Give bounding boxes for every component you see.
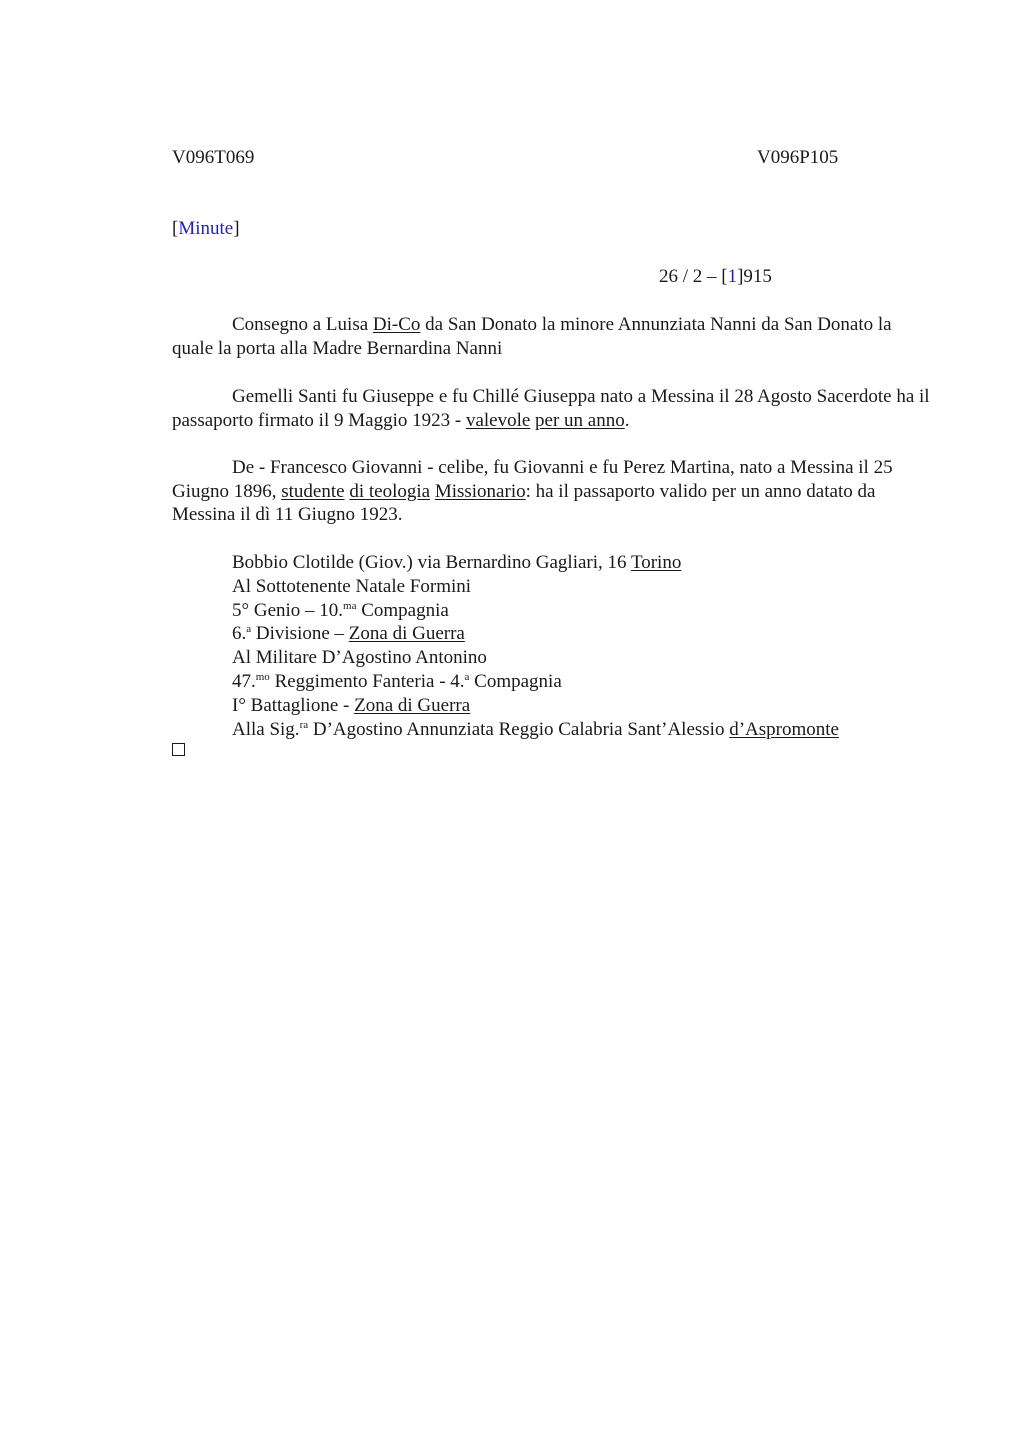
header-right-code: V096P105 xyxy=(757,147,839,168)
address-line-1-text: Bobbio Clotilde (Giov.) via Bernardino Gagliari, 16 xyxy=(232,552,631,573)
address-line-4-sup: a xyxy=(246,623,252,636)
p3-text-4: : ha il passaporto valido per un anno datato da Messina il dì 11 Giugno 1923. xyxy=(172,480,876,525)
p1-underline-1: Di-Co xyxy=(372,314,421,335)
address-line-8-a: Alla Sig. xyxy=(232,718,300,740)
address-line-2 xyxy=(232,575,839,599)
address-line-8 xyxy=(232,718,839,742)
p1-text-2: da San Donato la minore Annunziata Nanni da San Donato la quale la porta alla Madre Bernardina Nanni xyxy=(172,314,892,359)
address-line-3 xyxy=(232,599,839,623)
address-line-6-b: Reggimento Fanteria - 4. xyxy=(269,670,465,692)
section-label-text: Minute xyxy=(178,218,234,239)
address-list xyxy=(232,551,839,741)
address-line-6-sup: mo xyxy=(255,670,270,683)
address-line-8-sup: ra xyxy=(299,718,309,731)
address-line-3-sup: ma xyxy=(343,599,357,612)
p3-underline-1: studente xyxy=(281,480,345,502)
address-line-7-a: I° Battaglione - xyxy=(232,694,355,716)
p3-underline-3: Missionario xyxy=(434,480,526,502)
address-line-1 xyxy=(232,551,839,575)
address-line-4-a: 6. xyxy=(232,623,247,645)
address-line-5 xyxy=(232,646,839,670)
p1-text-1: Consegno a Luisa xyxy=(232,314,373,335)
paragraph-de-francesco xyxy=(172,456,932,527)
address-line-4-b: Divisione – xyxy=(251,623,349,645)
address-line-1-city: Torino xyxy=(630,552,682,573)
address-line-6 xyxy=(232,670,839,694)
address-line-5-text: Al Militare D’Agostino Antonino xyxy=(232,647,487,669)
p2-text-3: . xyxy=(624,409,630,431)
address-line-4-zone: Zona di Guerra xyxy=(348,623,465,645)
p2-underline-2: per un anno xyxy=(535,409,625,431)
section-label-open: [ xyxy=(172,218,179,239)
address-line-6-sup-2: a xyxy=(464,670,470,683)
p2-text-1: Gemelli Santi fu Giuseppe e fu Chillé Giuseppa nato a Messina il 28 Agosto Sacerdote ha il passaporto firmato il 9 Maggio 1923 - xyxy=(172,386,930,431)
paragraph-gemelli xyxy=(172,385,932,432)
address-line-8-b: D’Agostino Annunziata Reggio Calabria Sant’Alessio xyxy=(308,718,730,740)
address-line-6-a: 47. xyxy=(232,670,256,692)
header-left-code: V096T069 xyxy=(172,147,255,168)
address-line-7-zone: Zona di Guerra xyxy=(354,694,471,716)
date-suffix: ]915 xyxy=(737,266,772,287)
address-line-3-a: 5° Genio – 10. xyxy=(232,599,344,621)
date-bracketed-digit: 1 xyxy=(727,266,738,287)
address-line-7 xyxy=(232,694,839,718)
address-line-8-place: d’Aspromonte xyxy=(729,718,839,740)
address-line-2-text: Al Sottotenente Natale Formini xyxy=(232,575,472,597)
address-line-3-b: Compagnia xyxy=(356,599,449,621)
document-date xyxy=(659,266,772,288)
section-label-close: ] xyxy=(233,218,240,239)
section-label xyxy=(172,218,240,240)
paragraph-consegno xyxy=(172,313,932,360)
address-line-4 xyxy=(232,622,839,646)
p2-underline-1: valevole xyxy=(465,409,531,431)
address-line-6-c: Compagnia xyxy=(469,670,562,692)
date-prefix: 26 / 2 – [ xyxy=(659,266,728,287)
p3-text-1: De - Francesco Giovanni - celibe, fu Giovanni e fu Perez Martina, nato a Messina il 25 Giugno 1896, xyxy=(172,457,893,502)
checkbox-icon xyxy=(172,743,185,756)
p3-underline-2: di teologia xyxy=(349,480,431,502)
